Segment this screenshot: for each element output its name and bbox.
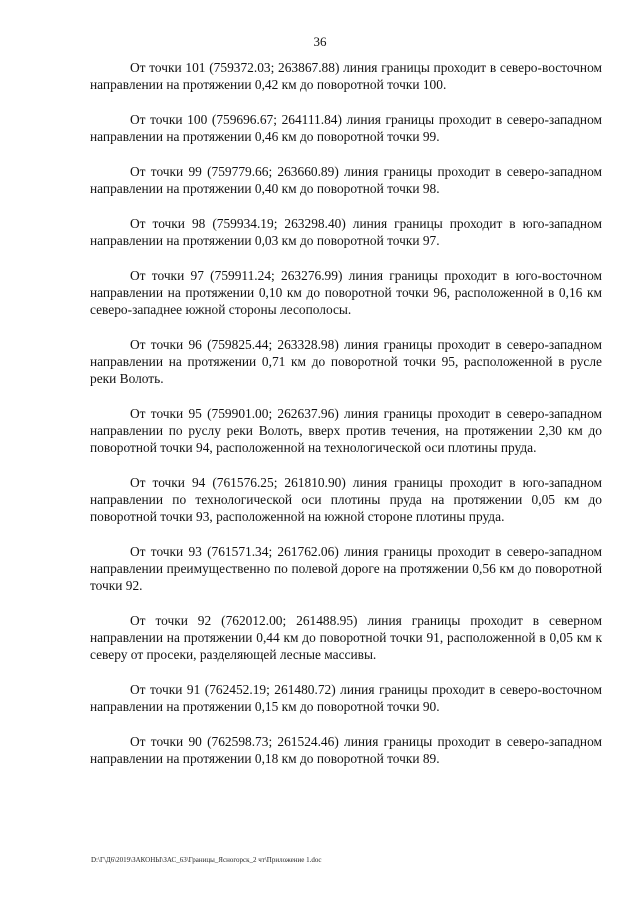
paragraph-point-90: От точки 90 (762598.73; 261524.46) линия границы проходит в северо-западном направлении на протяжении 0,18 км до поворотной точки 89. — [90, 734, 602, 766]
paragraph-point-94: От точки 94 (761576.25; 261810.90) линия границы проходит в юго-западном направлении по технологической оси плотины пруда на протяжении 0,05 км до поворотной точки 93, расположенной на южной стороне плотины пруда. — [90, 475, 602, 524]
paragraph-point-95: От точки 95 (759901.00; 262637.96) линия границы проходит в северо-западном направлении по руслу реки Волоть, вверх против течения, на протяжении 2,30 км до поворотной точки 94, расположенной на технологической оси плотины пруда. — [90, 406, 602, 455]
paragraph-point-99: От точки 99 (759779.66; 263660.89) линия границы проходит в северо-западном направлении на протяжении 0,40 км до поворотной точки 98. — [90, 164, 602, 196]
paragraph-point-100: От точки 100 (759696.67; 264111.84) линия границы проходит в северо-западном направлении на протяжении 0,46 км до поворотной точки 99. — [90, 112, 602, 144]
paragraph-point-91: От точки 91 (762452.19; 261480.72) линия границы проходит в северо-восточном направлении на протяжении 0,15 км до поворотной точки 90. — [90, 682, 602, 714]
paragraph-point-93: От точки 93 (761571.34; 261762.06) линия границы проходит в северо-западном направлении преимущественно по полевой дороге на протяжении 0,56 км до поворотной точки 92. — [90, 544, 602, 593]
paragraph-point-97: От точки 97 (759911.24; 263276.99) линия границы проходит в юго-восточном направлении на протяжении 0,10 км до поворотной точки 96, расположенной в 0,16 км северо-западнее южной стороны лесополосы. — [90, 268, 602, 317]
paragraph-point-96: От точки 96 (759825.44; 263328.98) линия границы проходит в северо-западном направлении на протяжении 0,71 км до поворотной точки 95, расположенной в русле реки Волоть. — [90, 337, 602, 386]
footer-file-path: D:\Г\Д6\2019\ЗАКОНЫ\ЗАС_63\Границы_Ясногорск_2 чт\Приложение 1.doc — [91, 856, 322, 864]
paragraph-point-98: От точки 98 (759934.19; 263298.40) линия границы проходит в юго-западном направлении на протяжении 0,03 км до поворотной точки 97. — [90, 216, 602, 248]
paragraph-point-101: От точки 101 (759372.03; 263867.88) линия границы проходит в северо-восточном направлении на протяжении 0,42 км до поворотной точки 100. — [90, 60, 602, 92]
page-number: 36 — [313, 34, 327, 49]
document-body — [90, 59, 602, 785]
paragraph-point-92: От точки 92 (762012.00; 261488.95) линия границы проходит в северном направлении на протяжении 0,44 км до поворотной точки 91, расположенной в 0,05 км к северу от просеки, разделяющей лесные массивы. — [90, 613, 602, 662]
